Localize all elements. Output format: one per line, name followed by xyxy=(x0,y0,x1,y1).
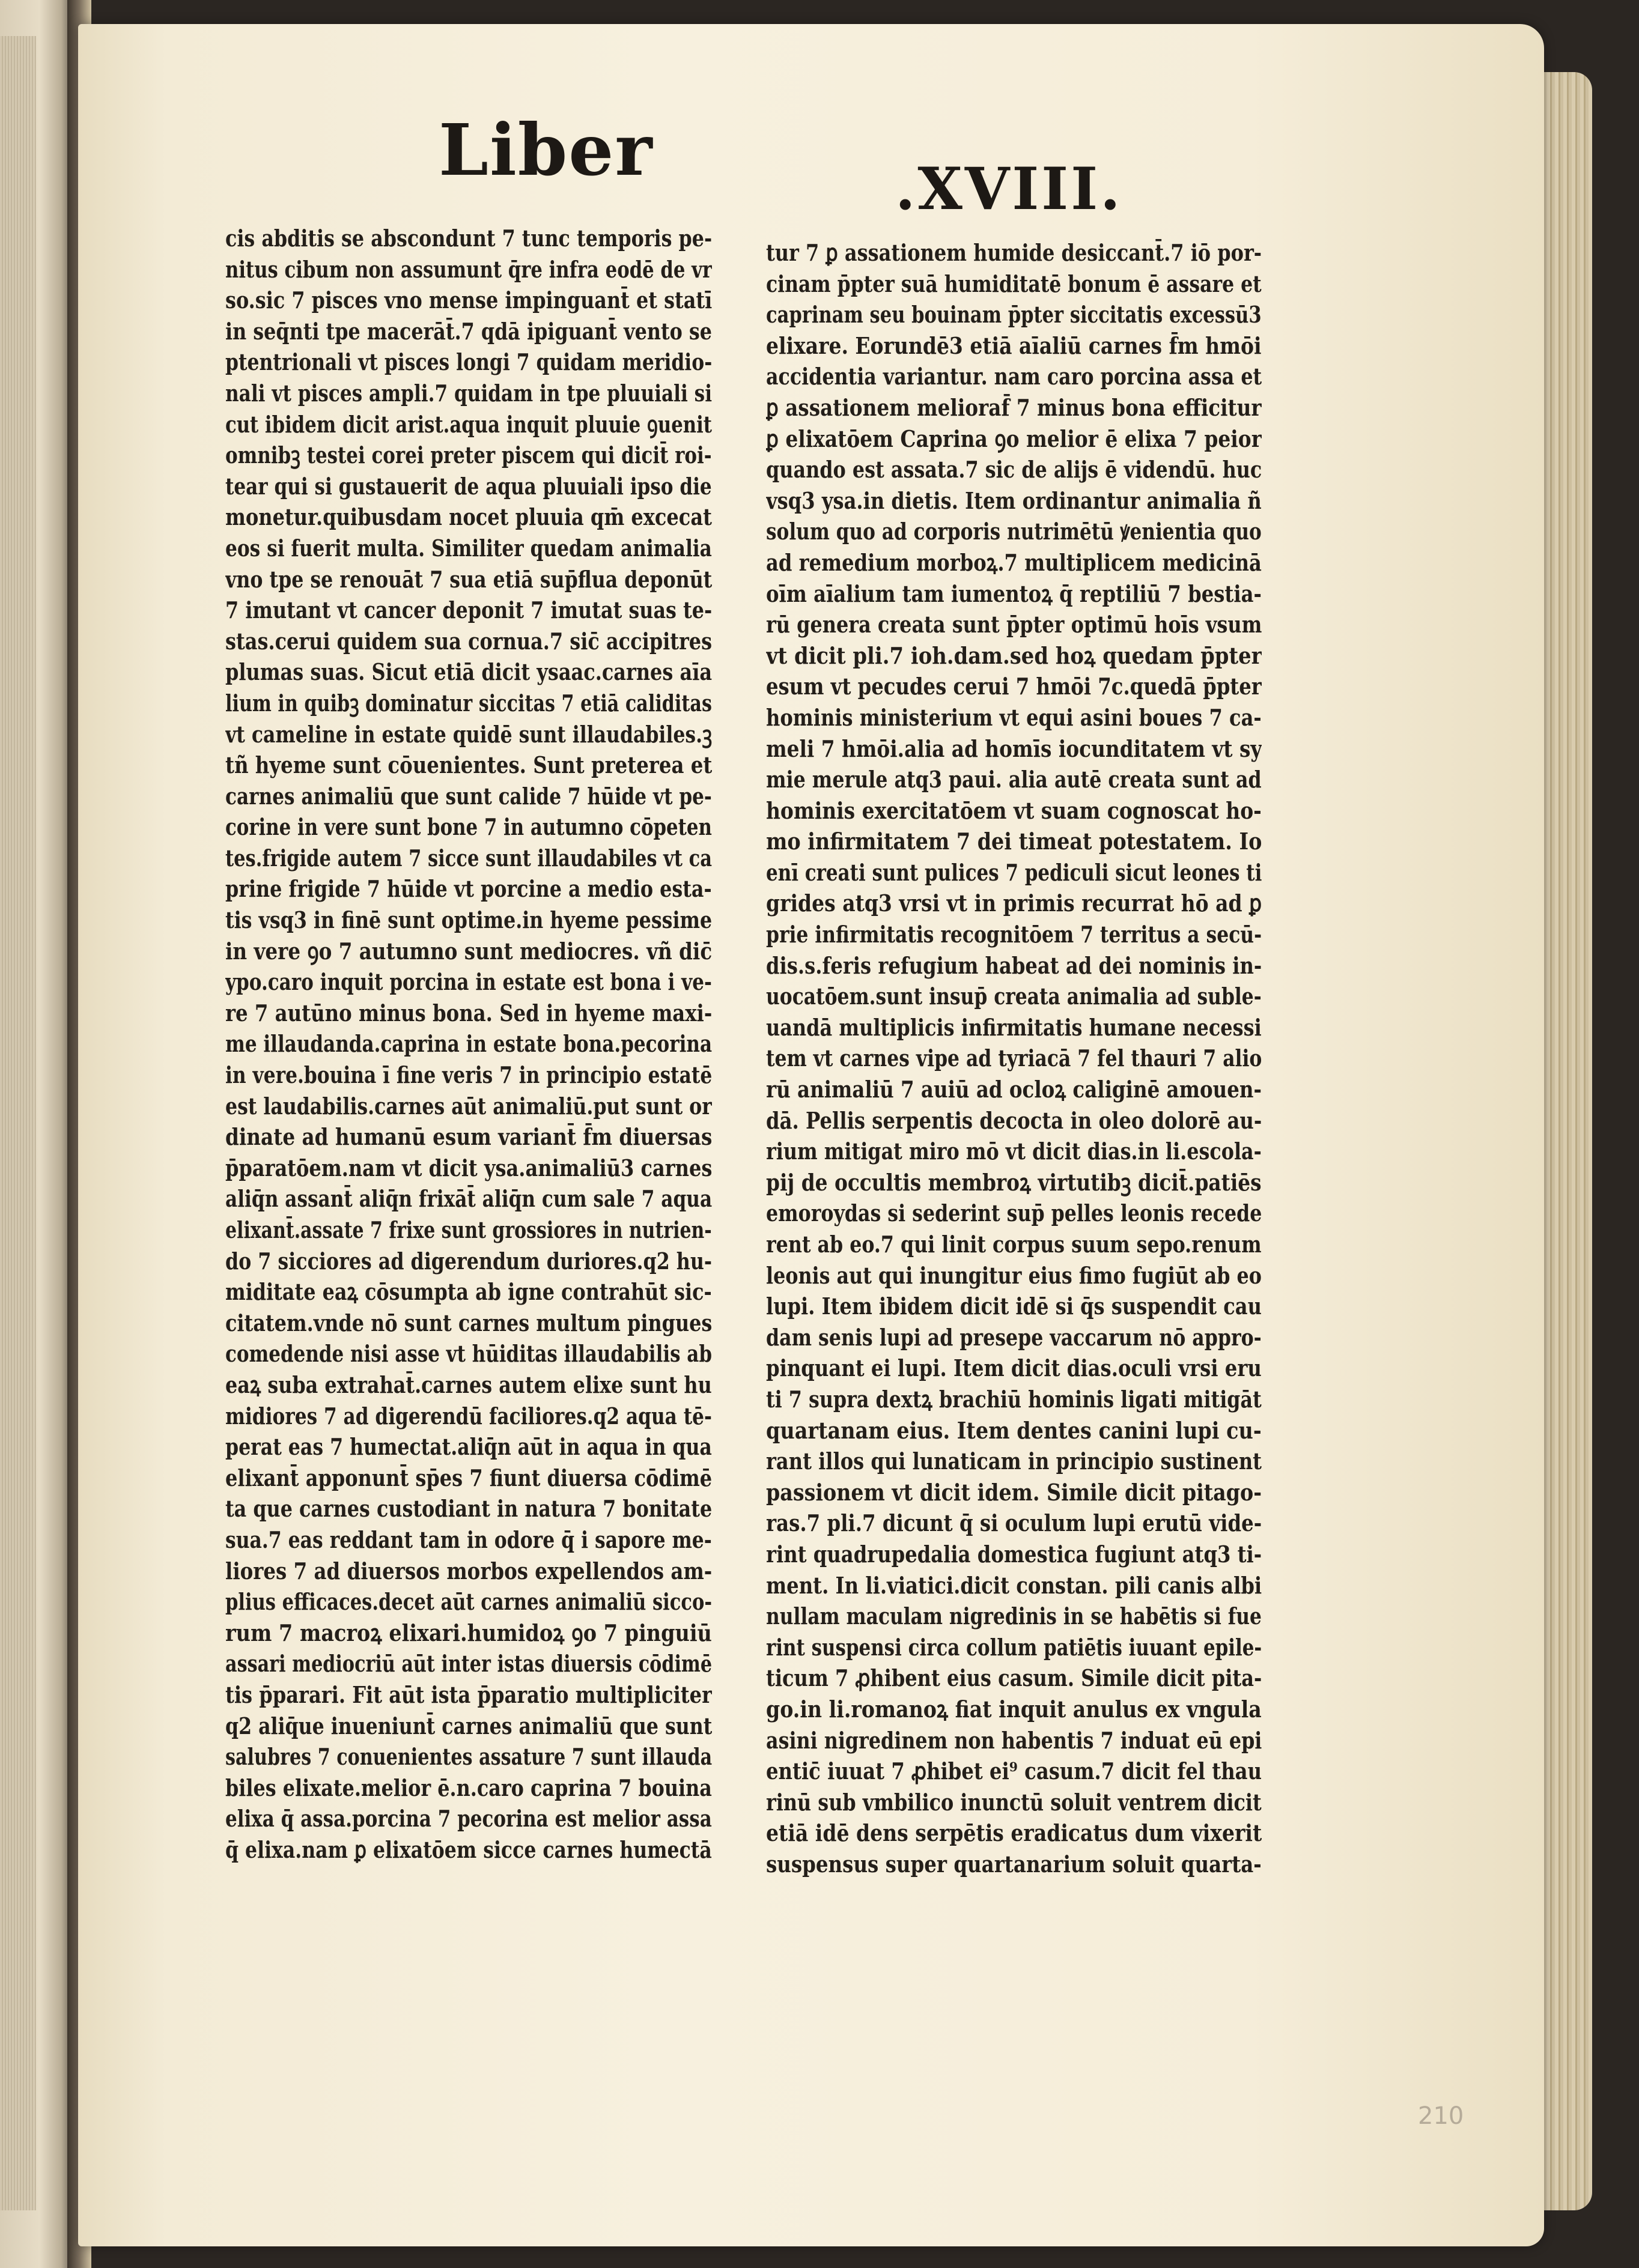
text-line: vt cameline in estate quidē sunt illaudabiles.ꝫ xyxy=(225,721,712,748)
text-line: midiores 7 ad digerendū faciliores.q2 aqua tē- xyxy=(225,1402,712,1430)
running-head: Liber xyxy=(439,108,654,192)
page-edge-stack xyxy=(1538,72,1592,2210)
text-line: suspensus super quartanarium soluit quarta- xyxy=(766,1851,1262,1878)
text-line: assari mediocriū aūt inter istas diuersis cōdimē xyxy=(225,1651,712,1678)
text-line: nitus cibum non assumunt q̄re infra eodē de vr xyxy=(225,256,712,284)
text-line: go.in li.romanoꝝ fiat inquit anulus ex vngula xyxy=(766,1696,1262,1723)
text-line: q2 aliq̄ue inueniunt̄ carnes animaliū que sunt xyxy=(225,1712,712,1740)
text-line: me illaudanda.caprina in estate bona.pecorina xyxy=(225,1031,712,1058)
text-line: stas.cerui quidem sua cornua.7 sic̄ accipitres xyxy=(225,628,712,655)
text-line: rinū sub vmbilico inunctū soluit ventrem dicit xyxy=(766,1789,1262,1816)
text-line: uandā multiplicis infirmitatis humane necessi xyxy=(766,1014,1262,1042)
text-line: comedende nisi asse vt hūiditas illaudabilis ab xyxy=(225,1341,712,1368)
text-line: ti 7 supra dextꝝ brachiū hominis ligati mitigāt xyxy=(766,1386,1262,1413)
text-line: plumas suas. Sicut etiā dicit ysaac.carnes aīa xyxy=(225,659,712,687)
text-line: do 7 sicciores ad digerendum duriores.q2 hu- xyxy=(225,1248,712,1275)
pencil-folio-number: 210 xyxy=(1418,2102,1464,2130)
text-line: dinate ad humanū esum variant̄ f̄m diuersas xyxy=(225,1124,712,1151)
text-line: mo infirmitatem 7 dei timeat potestatem. Io xyxy=(766,828,1262,856)
text-line: tur 7 ꝑ assationem humide desiccant̄.7 iō por- xyxy=(766,240,1262,267)
text-line: dam senis lupi ad presepe vaccarum nō appro- xyxy=(766,1324,1262,1351)
text-line: elixant̄.assate 7 frixe sunt grossiores in nutrien- xyxy=(225,1217,712,1244)
text-line: elixa q̄ assa.porcina 7 pecorina est melior assa xyxy=(225,1806,712,1833)
text-line: tear qui si gustauerit de aqua pluuiali ipso die xyxy=(225,473,712,500)
text-line: ꝑ assationem melioraf̄ 7 minus bona efficitur xyxy=(766,394,1262,422)
text-line: nali vt pisces ampli.7 quidam in tpe pluuiali si xyxy=(225,380,712,407)
text-line: dā. Pellis serpentis decocta in oleo dolorē au- xyxy=(766,1107,1262,1135)
text-line: enī creati sunt pulices 7 pediculi sicut leones ti xyxy=(766,859,1262,887)
text-line: cis abditis se abscondunt 7 tunc temporis pe- xyxy=(225,225,712,252)
text-line: liores 7 ad diuersos morbos expellendos am- xyxy=(225,1557,712,1585)
text-line: est laudabilis.carnes aūt animaliū.put sunt or xyxy=(225,1093,712,1120)
text-line: in vere.bouina ī fine veris 7 in principio estatē xyxy=(225,1062,712,1090)
text-line: prine frigide 7 hūide vt porcine a medio esta- xyxy=(225,876,712,903)
text-line: citatem.vnde nō sunt carnes multum pingues xyxy=(225,1309,712,1337)
text-line: elixant̄ apponunt̄ sp̄es 7 fiunt diuersa cōdimē xyxy=(225,1464,712,1492)
text-line: asini nigredinem non habentis 7 induat eū epi xyxy=(766,1727,1262,1754)
text-line: prie infirmitatis recognitōem 7 territus a secū- xyxy=(766,921,1262,949)
text-line: sua.7 eas reddant tam in odore q̄ i sapore me- xyxy=(225,1526,712,1554)
facing-page-stack xyxy=(0,36,36,2210)
text-line: rint quadrupedalia domestica fugiunt atq3 ti- xyxy=(766,1541,1262,1568)
text-line: p̄paratōem.nam vt dicit ysa.animaliū3 carnes xyxy=(225,1154,712,1182)
text-line: entic̄ iuuat 7 ꝓhibet ei⁹ casum.7 dicit fel thau xyxy=(766,1758,1262,1786)
text-line: ticum 7 ꝓhibent eius casum. Simile dicit pita- xyxy=(766,1665,1262,1693)
text-line: 7 imutant vt cancer deponit 7 imutat suas te- xyxy=(225,597,712,625)
text-line: tis vsq3 in finē sunt optime.in hyeme pessime xyxy=(225,907,712,935)
text-line: hominis ministerium vt equi asini boues 7 ca- xyxy=(766,704,1262,732)
text-line: ras.7 pli.7 dicunt q̄ si oculum lupi erutū vide- xyxy=(766,1510,1262,1538)
text-line: lupi. Item ibidem dicit idē si q̄s suspendit cau xyxy=(766,1293,1262,1321)
text-line: rum 7 macroꝝ elixari.humidoꝝ ꝯo 7 pinguiū xyxy=(225,1619,712,1647)
text-line: etiā idē dens serpētis eradicatus dum vixerit xyxy=(766,1820,1262,1848)
text-line: tñ hyeme sunt cōuenientes. Sunt preterea et xyxy=(225,752,712,780)
text-line: salubres 7 conuenientes assature 7 sunt illauda xyxy=(225,1744,712,1771)
text-line: dis.s.feris refugium habeat ad dei nominis in- xyxy=(766,952,1262,980)
text-line: cut ibidem dicit arist.aqua inquit pluuie ꝯuenit xyxy=(225,411,712,438)
text-line: vsq3 ysa.in dietis. Item ordinantur animalia ñ xyxy=(766,487,1262,515)
text-line: hominis exercitatōem vt suam cognoscat ho- xyxy=(766,797,1262,825)
text-line: rent ab eo.7 qui linit corpus suum sepo.renum xyxy=(766,1231,1262,1258)
text-line: ꝑ elixatōem Caprina ꝯo melior ē elixa 7 peior xyxy=(766,425,1262,453)
text-line: corine in vere sunt bone 7 in autumno cōpeten xyxy=(225,814,712,841)
text-line: vt dicit pli.7 ioh.dam.sed hoꝝ quedam p̄pter xyxy=(766,642,1262,670)
text-line: rint suspensi circa collum patiētis iuuant epile- xyxy=(766,1634,1262,1661)
text-column-right xyxy=(766,238,1262,1880)
text-line: ypo.caro inquit porcina in estate est bona i ve- xyxy=(225,969,712,996)
text-line: meli 7 hmōi.alia ad homīs iocunditatem vt sy xyxy=(766,735,1262,763)
text-line: quando est assata.7 sic de alijs ē videndū. huc xyxy=(766,456,1262,484)
text-line: eos si fuerit multa. Similiter quedam animalia xyxy=(225,535,712,562)
text-line: passionem vt dicit idem. Simile dicit pitago- xyxy=(766,1479,1262,1506)
text-line: q̄ elixa.nam ꝑ elixatōem sicce carnes humectā xyxy=(225,1836,712,1864)
text-line: rū animaliū 7 auiū ad ocloꝝ caliginē amouen- xyxy=(766,1076,1262,1104)
text-line: rium mitigat miro mō vt dicit dias.in li.escola- xyxy=(766,1138,1262,1166)
text-line: cinam p̄pter suā humiditatē bonum ē assare et xyxy=(766,270,1262,298)
text-line: aliq̄n assant̄ aliq̄n frixāt̄ aliq̄n cum sale 7 aqua xyxy=(225,1186,712,1213)
text-column-left xyxy=(225,223,712,1866)
text-line: tes.frigide autem 7 sicce sunt illaudabiles vt ca xyxy=(225,844,712,872)
book-number: .XVIII. xyxy=(895,155,1123,223)
text-line: grides atq3 vrsi vt in primis recurrat hō ad ꝑ xyxy=(766,890,1262,918)
text-line: uocatōem.sunt insup̄ creata animalia ad suble- xyxy=(766,983,1262,1011)
text-line: carnes animaliū que sunt calide 7 hūide vt pe- xyxy=(225,783,712,810)
text-line: plius efficaces.decet aūt carnes animaliū sicco- xyxy=(225,1589,712,1616)
text-line: emoroydas si sederint sup̄ pelles leonis recede xyxy=(766,1200,1262,1228)
text-line: ad remedium morboꝝ.7 multiplicem medicinā xyxy=(766,549,1262,577)
text-line: rū genera creata sunt p̄pter optimū hoīs vsum xyxy=(766,611,1262,639)
text-line: monetur.quibusdam nocet pluuia qm̄ excecat xyxy=(225,504,712,532)
text-line: oīm aīalium tam iumentoꝝ q̄ reptiliū 7 bestia- xyxy=(766,580,1262,608)
text-line: quartanam eius. Item dentes canini lupi cu- xyxy=(766,1417,1262,1445)
text-line: omnibꝫ testei corei preter piscem qui dicit̄ roi- xyxy=(225,442,712,470)
text-line: tis p̄parari. Fit aūt ista p̄paratio multipliciter xyxy=(225,1681,712,1709)
text-line: lium in quibꝫ dominatur siccitas 7 etiā caliditas xyxy=(225,690,712,717)
text-line: ment. In li.viatici.dicit constan. pili canis albi xyxy=(766,1572,1262,1599)
text-line: accidentia variantur. nam caro porcina assa et xyxy=(766,363,1262,391)
text-line: mie merule atq3 paui. alia autē creata sunt ad xyxy=(766,766,1262,794)
text-line: ptentrionali vt pisces longi 7 quidam meridio- xyxy=(225,349,712,377)
text-line: vno tpe se renouāt 7 sua etiā sup̄flua deponūt xyxy=(225,566,712,593)
text-line: rant illos qui lunaticam in principio sustinent xyxy=(766,1448,1262,1476)
text-line: leonis aut qui inungitur eius fimo fugiūt ab eo xyxy=(766,1262,1262,1290)
text-line: tem vt carnes vipe ad tyriacā 7 fel thauri 7 alio xyxy=(766,1045,1262,1073)
text-line: nullam maculam nigredinis in se habētis si fue xyxy=(766,1603,1262,1631)
text-line: in seq̄nti tpe macerāt̄.7 qdā ipiguant̄ vento se xyxy=(225,318,712,345)
text-line: so.sic 7 pisces vno mense impinguant̄ et statī xyxy=(225,287,712,315)
text-line: biles elixate.melior ē.n.caro caprina 7 bouina xyxy=(225,1774,712,1802)
text-line: pij de occultis membroꝝ virtutibꝫ dicit̄.patiēs xyxy=(766,1169,1262,1196)
text-line: eaꝝ suba extrahat̄.carnes autem elixe sunt hu xyxy=(225,1371,712,1399)
text-line: solum quo ad corporis nutrimētū ꝟenientia quo xyxy=(766,518,1262,546)
text-line: esum vt pecudes cerui 7 hmōi 7c.quedā p̄pter xyxy=(766,673,1262,701)
text-line: caprinam seu bouinam p̄pter siccitatis excessū3 xyxy=(766,302,1262,329)
text-line: ta que carnes custodiant in natura 7 bonitate xyxy=(225,1496,712,1523)
text-line: perat eas 7 humectat.aliq̄n aūt in aqua in qua xyxy=(225,1434,712,1461)
text-line: miditate eaꝝ cōsumpta ab igne contrahūt sic- xyxy=(225,1279,712,1306)
text-line: re 7 autūno minus bona. Sed in hyeme maxi- xyxy=(225,999,712,1027)
text-line: elixare. Eorundē3 etiā aīaliū carnes f̄m hmōi xyxy=(766,332,1262,360)
text-line: pinquant ei lupi. Item dicit dias.oculi vrsi eru xyxy=(766,1355,1262,1383)
text-line: in vere ꝯo 7 autumno sunt mediocres. vñ dic̄ xyxy=(225,938,712,965)
